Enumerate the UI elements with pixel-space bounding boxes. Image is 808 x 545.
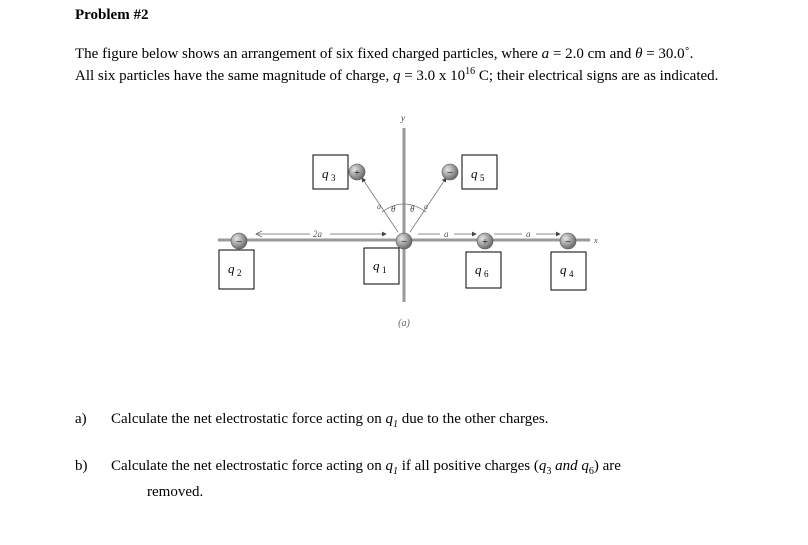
label-box-q5 xyxy=(462,155,497,189)
svg-text:−: − xyxy=(446,167,454,179)
svg-text:q: q xyxy=(373,258,380,273)
label-box-q3 xyxy=(313,155,348,189)
problem-title: Problem #2 xyxy=(75,7,149,23)
label-box-q4 xyxy=(551,252,586,290)
question-b-marker: b) xyxy=(75,458,88,474)
dimension-a-1 xyxy=(418,229,476,239)
label-box-q2 xyxy=(219,250,254,289)
x-axis-label: x xyxy=(594,236,598,245)
charge-q4 xyxy=(560,233,576,249)
charge-q3 xyxy=(349,164,365,180)
svg-text:6: 6 xyxy=(484,269,489,279)
svg-text:+: + xyxy=(353,167,361,179)
svg-text:2: 2 xyxy=(237,268,242,278)
figure-caption: (a) xyxy=(398,318,410,329)
y-axis xyxy=(400,113,408,302)
svg-text:a: a xyxy=(526,229,531,239)
svg-text:5: 5 xyxy=(480,173,485,183)
svg-text:−: − xyxy=(400,236,408,248)
svg-text:−: − xyxy=(564,236,572,248)
question-a-text: Calculate the net electrostatic force acting on $q_1$ due to the other charges. xyxy=(111,411,549,430)
theta-left: θ xyxy=(391,204,396,214)
charge-q2 xyxy=(231,233,247,249)
svg-text:q: q xyxy=(560,262,567,277)
svg-text:q: q xyxy=(475,262,482,277)
charge-arrangement-figure xyxy=(210,110,610,335)
charge-q1 xyxy=(396,233,412,249)
svg-text:q: q xyxy=(471,166,478,181)
svg-text:4: 4 xyxy=(569,269,574,279)
label-box-q1 xyxy=(364,248,399,284)
theta-right: θ xyxy=(410,204,415,214)
question-a-marker: a) xyxy=(75,411,87,427)
svg-text:3: 3 xyxy=(331,173,336,183)
problem-statement: The figure below shows an arrangement of six fixed charged particles, where a = 2.0 cm and θ = 30.0˚. All six particles have the same magnitude of charge, q = 3.0 x $10^{16}$ C; their electrical signs are as indicated. xyxy=(75,46,719,84)
svg-text:a: a xyxy=(377,202,381,211)
svg-text:2a: 2a xyxy=(313,229,322,239)
charge-q6 xyxy=(477,233,493,249)
charge-q5 xyxy=(442,164,458,180)
svg-text:a: a xyxy=(444,229,449,239)
svg-text:q: q xyxy=(322,166,329,181)
question-b-text: Calculate the net electrostatic force acting on $q_1$ if all positive charges ($q_3$ and $q_6$) are xyxy=(111,458,621,477)
dimension-2a xyxy=(256,229,386,239)
svg-text:a: a xyxy=(424,202,428,211)
svg-text:−: − xyxy=(235,236,243,248)
y-axis-label: y xyxy=(401,113,405,123)
question-b-text-line2: removed. xyxy=(147,484,204,500)
svg-text:+: + xyxy=(481,236,489,248)
svg-text:1: 1 xyxy=(382,265,387,275)
svg-text:q: q xyxy=(228,261,235,276)
dimension-a-2 xyxy=(494,229,560,239)
label-box-q6 xyxy=(466,252,501,288)
